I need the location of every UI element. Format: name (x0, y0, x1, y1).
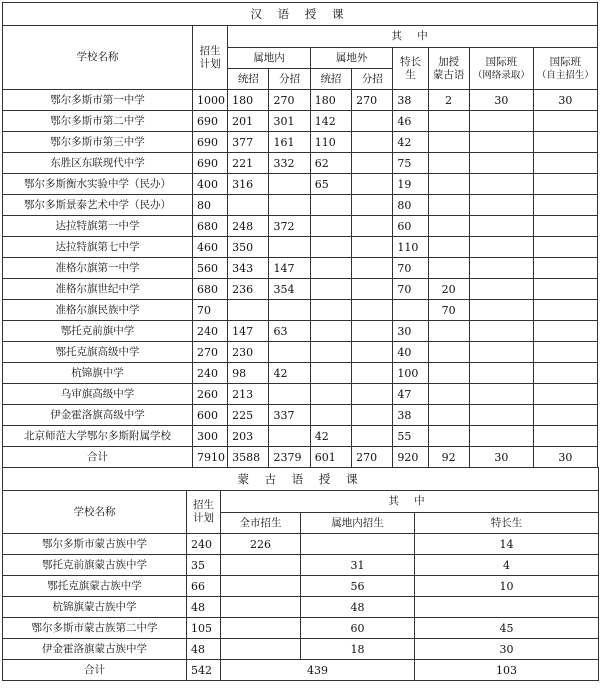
value-cell-in-t (228, 195, 269, 216)
value-cell-intl2 (533, 279, 597, 300)
value-cell-city (221, 576, 301, 597)
total-label: 合计 (3, 447, 193, 468)
total-mongol: 92 (428, 447, 469, 468)
value-cell-in-f (269, 195, 310, 216)
school-name: 伊金霍洛旗蒙古族中学 (3, 639, 187, 660)
value-cell-mongol: 70 (428, 300, 469, 321)
value-cell-in-f: 270 (269, 90, 310, 111)
mongol-header-qizhong: 其 中 (221, 491, 599, 513)
school-name: 乌审旗高级中学 (3, 384, 193, 405)
value-cell-tech: 46 (393, 111, 428, 132)
value-cell-local: 56 (301, 576, 415, 597)
value-cell-mongol (428, 153, 469, 174)
school-name: 杭锦旗中学 (3, 363, 193, 384)
value-cell-out-t (310, 405, 351, 426)
plan-cell: 1000 (193, 90, 228, 111)
plan-cell: 560 (193, 258, 228, 279)
value-cell-tech: 30 (415, 639, 599, 660)
plan-cell: 35 (187, 555, 221, 576)
value-cell-out-t (310, 195, 351, 216)
total-out-t: 601 (310, 447, 351, 468)
value-cell-out-f (352, 279, 393, 300)
value-cell-in-t: 221 (228, 153, 269, 174)
han-header-out-tongzhao: 统招 (310, 69, 351, 90)
table-row (3, 153, 598, 174)
value-cell-out-t (310, 384, 351, 405)
value-cell-tech: 40 (393, 342, 428, 363)
value-cell-in-t: 230 (228, 342, 269, 363)
school-name: 鄂尔多斯市第二中学 (3, 111, 193, 132)
value-cell-tech (415, 597, 599, 618)
value-cell-intl1 (469, 321, 533, 342)
value-cell-local: 18 (301, 639, 415, 660)
value-cell-intl2 (533, 342, 597, 363)
value-cell-mongol (428, 363, 469, 384)
total-plan: 7910 (193, 447, 228, 468)
value-cell-intl2 (533, 300, 597, 321)
han-header-school: 学校名称 (3, 26, 193, 90)
school-name: 达拉特旗第七中学 (3, 237, 193, 258)
value-cell-tech: 75 (393, 153, 428, 174)
value-cell-in-t: 201 (228, 111, 269, 132)
value-cell-tech: 14 (415, 534, 599, 555)
table-row (3, 300, 598, 321)
value-cell-intl1 (469, 384, 533, 405)
value-cell-intl2 (533, 174, 597, 195)
value-cell-local: 60 (301, 618, 415, 639)
school-name: 鄂尔多斯市蒙古族第二中学 (3, 618, 187, 639)
value-cell-in-t: 203 (228, 426, 269, 447)
value-cell-intl2 (533, 111, 597, 132)
plan-cell: 80 (193, 195, 228, 216)
total-intl1: 30 (469, 447, 533, 468)
value-cell-intl2 (533, 216, 597, 237)
value-cell-intl2 (533, 132, 597, 153)
value-cell-out-f (352, 111, 393, 132)
value-cell-intl1 (469, 195, 533, 216)
value-cell-city (221, 639, 301, 660)
value-cell-intl2 (533, 405, 597, 426)
plan-cell: 690 (193, 111, 228, 132)
table-row (3, 384, 598, 405)
value-cell-in-f: 337 (269, 405, 310, 426)
plan-cell: 48 (187, 639, 221, 660)
value-cell-intl1 (469, 363, 533, 384)
value-cell-tech: 30 (393, 321, 428, 342)
table-row (3, 279, 598, 300)
mongol-caption: 蒙 古 语 授 课 (3, 468, 599, 491)
total-plan: 542 (187, 660, 221, 681)
value-cell-in-f (269, 426, 310, 447)
plan-cell: 400 (193, 174, 228, 195)
school-name: 鄂托克前旗中学 (3, 321, 193, 342)
table-row (3, 258, 598, 279)
value-cell-tech: 60 (393, 216, 428, 237)
value-cell-in-t (228, 300, 269, 321)
table-row (3, 195, 598, 216)
mongol-header-plan: 招生 计划 (187, 491, 221, 534)
value-cell-tech: 55 (393, 426, 428, 447)
value-cell-mongol (428, 111, 469, 132)
value-cell-intl1 (469, 111, 533, 132)
value-cell-out-f (352, 363, 393, 384)
value-cell-intl1 (469, 174, 533, 195)
value-cell-intl2 (533, 384, 597, 405)
school-name: 准格尔旗民族中学 (3, 300, 193, 321)
value-cell-intl2 (533, 237, 597, 258)
value-cell-out-t: 142 (310, 111, 351, 132)
value-cell-out-t: 62 (310, 153, 351, 174)
han-header-intl-online: 国际班 （网络录取） (469, 48, 533, 90)
value-cell-out-t: 110 (310, 132, 351, 153)
value-cell-mongol (428, 342, 469, 363)
value-cell-city: 226 (221, 534, 301, 555)
han-header-qizhong: 其 中 (228, 26, 598, 48)
han-header-row-1 (3, 26, 598, 48)
plan-cell: 300 (193, 426, 228, 447)
han-caption-row (3, 3, 598, 26)
table-row (3, 174, 598, 195)
value-cell-intl2 (533, 426, 597, 447)
value-cell-in-t: 98 (228, 363, 269, 384)
value-cell-in-f: 147 (269, 258, 310, 279)
plan-cell: 460 (193, 237, 228, 258)
value-cell-in-t: 236 (228, 279, 269, 300)
value-cell-intl2: 30 (533, 90, 597, 111)
value-cell-out-f (352, 300, 393, 321)
han-header-local-in: 属地内 (228, 48, 311, 69)
school-name: 鄂尔多斯市蒙古族中学 (3, 534, 187, 555)
value-cell-intl1 (469, 132, 533, 153)
table-row (3, 405, 598, 426)
value-cell-local (301, 534, 415, 555)
han-total-row (3, 447, 598, 468)
value-cell-in-f (269, 237, 310, 258)
value-cell-out-f (352, 258, 393, 279)
value-cell-mongol (428, 132, 469, 153)
value-cell-out-t (310, 279, 351, 300)
school-name: 鄂尔多斯市第一中学 (3, 90, 193, 111)
plan-cell: 270 (193, 342, 228, 363)
value-cell-tech: 38 (393, 405, 428, 426)
value-cell-out-t (310, 258, 351, 279)
school-name: 准格尔旗世纪中学 (3, 279, 193, 300)
value-cell-out-f (352, 384, 393, 405)
value-cell-tech: 45 (415, 618, 599, 639)
value-cell-mongol (428, 237, 469, 258)
value-cell-in-t: 377 (228, 132, 269, 153)
value-cell-out-t (310, 216, 351, 237)
value-cell-intl1: 30 (469, 90, 533, 111)
value-cell-mongol (428, 426, 469, 447)
value-cell-mongol (428, 405, 469, 426)
school-name: 杭锦旗蒙古族中学 (3, 597, 187, 618)
value-cell-intl2 (533, 363, 597, 384)
table-row (3, 618, 599, 639)
value-cell-in-f (269, 300, 310, 321)
value-cell-in-f (269, 174, 310, 195)
value-cell-intl2 (533, 321, 597, 342)
value-cell-intl1 (469, 300, 533, 321)
value-cell-in-f: 372 (269, 216, 310, 237)
han-header-out-fenzhao: 分招 (352, 69, 393, 90)
value-cell-in-t: 147 (228, 321, 269, 342)
school-name: 伊金霍洛旗高级中学 (3, 405, 193, 426)
plan-cell: 240 (193, 321, 228, 342)
total-in-t: 3588 (228, 447, 269, 468)
value-cell-in-t: 248 (228, 216, 269, 237)
mongol-caption-row (3, 468, 599, 491)
value-cell-out-t (310, 342, 351, 363)
value-cell-tech: 100 (393, 363, 428, 384)
table-row (3, 90, 598, 111)
mongol-header-city: 全市招生 (221, 513, 301, 534)
value-cell-out-t (310, 300, 351, 321)
table-row (3, 216, 598, 237)
value-cell-mongol: 20 (428, 279, 469, 300)
value-cell-intl1 (469, 426, 533, 447)
table-row (3, 534, 599, 555)
value-cell-tech: 80 (393, 195, 428, 216)
value-cell-mongol (428, 384, 469, 405)
mongol-header-tech: 特长生 (415, 513, 599, 534)
value-cell-intl2 (533, 153, 597, 174)
school-name: 鄂托克旗高级中学 (3, 342, 193, 363)
table-row (3, 111, 598, 132)
plan-cell: 690 (193, 153, 228, 174)
mongol-total-row (3, 660, 599, 681)
table-row (3, 597, 599, 618)
school-name: 东胜区东联现代中学 (3, 153, 193, 174)
value-cell-out-t (310, 321, 351, 342)
value-cell-in-f: 63 (269, 321, 310, 342)
han-header-tech: 特长 生 (393, 48, 428, 90)
value-cell-out-t: 180 (310, 90, 351, 111)
table-row (3, 576, 599, 597)
han-caption: 汉 语 授 课 (3, 3, 598, 26)
value-cell-in-f: 161 (269, 132, 310, 153)
value-cell-tech: 47 (393, 384, 428, 405)
value-cell-tech: 4 (415, 555, 599, 576)
value-cell-mongol (428, 174, 469, 195)
total-in-f: 2379 (269, 447, 310, 468)
value-cell-mongol: 2 (428, 90, 469, 111)
value-cell-intl2 (533, 258, 597, 279)
value-cell-out-f (352, 195, 393, 216)
value-cell-out-f (352, 216, 393, 237)
value-cell-intl2 (533, 195, 597, 216)
value-cell-mongol (428, 321, 469, 342)
value-cell-in-f: 301 (269, 111, 310, 132)
total-tech: 103 (415, 660, 599, 681)
value-cell-tech (393, 300, 428, 321)
value-cell-in-t: 180 (228, 90, 269, 111)
table-row (3, 555, 599, 576)
han-header-in-tongzhao: 统招 (228, 69, 269, 90)
table-row (3, 132, 598, 153)
value-cell-intl1 (469, 405, 533, 426)
value-cell-mongol (428, 195, 469, 216)
value-cell-tech: 70 (393, 279, 428, 300)
table-row (3, 639, 599, 660)
value-cell-in-f: 332 (269, 153, 310, 174)
plan-cell: 680 (193, 279, 228, 300)
table-row (3, 342, 598, 363)
value-cell-out-t: 42 (310, 426, 351, 447)
han-header-plan: 招生 计划 (193, 26, 228, 90)
total-out-f: 270 (352, 447, 393, 468)
value-cell-tech: 70 (393, 258, 428, 279)
value-cell-tech: 10 (415, 576, 599, 597)
total-intl2: 30 (533, 447, 597, 468)
value-cell-local: 31 (301, 555, 415, 576)
plan-cell: 240 (187, 534, 221, 555)
value-cell-out-t (310, 237, 351, 258)
han-header-mongol: 加授 蒙古语 (428, 48, 469, 90)
school-name: 鄂尔多斯景泰艺术中学（民办） (3, 195, 193, 216)
value-cell-local: 48 (301, 597, 415, 618)
value-cell-out-f (352, 321, 393, 342)
value-cell-tech: 38 (393, 90, 428, 111)
value-cell-mongol (428, 258, 469, 279)
value-cell-intl1 (469, 279, 533, 300)
value-cell-out-f (352, 342, 393, 363)
value-cell-out-f (352, 174, 393, 195)
total-label: 合计 (3, 660, 187, 681)
value-cell-in-f (269, 384, 310, 405)
value-cell-out-f (352, 153, 393, 174)
value-cell-in-t: 343 (228, 258, 269, 279)
school-name: 鄂尔多斯衡水实验中学（民办） (3, 174, 193, 195)
school-name: 鄂托克前旗蒙古族中学 (3, 555, 187, 576)
value-cell-out-f (352, 237, 393, 258)
value-cell-out-f (352, 426, 393, 447)
plan-cell: 48 (187, 597, 221, 618)
enrollment-document (2, 2, 598, 681)
han-header-intl-self: 国际班 （自主招生） (533, 48, 597, 90)
plan-cell: 66 (187, 576, 221, 597)
value-cell-intl1 (469, 153, 533, 174)
value-cell-tech: 19 (393, 174, 428, 195)
school-name: 鄂托克旗蒙古族中学 (3, 576, 187, 597)
total-city-local: 439 (221, 660, 415, 681)
school-name: 鄂尔多斯市第三中学 (3, 132, 193, 153)
value-cell-mongol (428, 216, 469, 237)
value-cell-in-t: 316 (228, 174, 269, 195)
han-header-in-fenzhao: 分招 (269, 69, 310, 90)
mongol-header-row-1 (3, 491, 599, 513)
value-cell-in-f: 354 (269, 279, 310, 300)
plan-cell: 240 (193, 363, 228, 384)
plan-cell: 680 (193, 216, 228, 237)
school-name: 准格尔旗第一中学 (3, 258, 193, 279)
value-cell-out-t (310, 363, 351, 384)
plan-cell: 105 (187, 618, 221, 639)
value-cell-city (221, 597, 301, 618)
value-cell-intl1 (469, 258, 533, 279)
table-row (3, 426, 598, 447)
value-cell-out-t: 65 (310, 174, 351, 195)
value-cell-out-f: 270 (352, 90, 393, 111)
table-row (3, 237, 598, 258)
table-row (3, 363, 598, 384)
plan-cell: 260 (193, 384, 228, 405)
value-cell-intl1 (469, 342, 533, 363)
value-cell-in-t: 225 (228, 405, 269, 426)
value-cell-intl1 (469, 216, 533, 237)
han-table (2, 2, 598, 468)
value-cell-in-f (269, 342, 310, 363)
value-cell-in-t: 350 (228, 237, 269, 258)
value-cell-city (221, 555, 301, 576)
han-header-local-out: 属地外 (310, 48, 393, 69)
mongol-table (2, 467, 599, 681)
value-cell-in-f: 42 (269, 363, 310, 384)
value-cell-intl1 (469, 237, 533, 258)
school-name: 达拉特旗第一中学 (3, 216, 193, 237)
value-cell-out-f (352, 132, 393, 153)
mongol-header-school: 学校名称 (3, 491, 187, 534)
plan-cell: 600 (193, 405, 228, 426)
table-row (3, 321, 598, 342)
school-name: 北京师范大学鄂尔多斯附属学校 (3, 426, 193, 447)
value-cell-city (221, 618, 301, 639)
plan-cell: 690 (193, 132, 228, 153)
plan-cell: 70 (193, 300, 228, 321)
value-cell-out-f (352, 405, 393, 426)
value-cell-tech: 110 (393, 237, 428, 258)
value-cell-in-t: 213 (228, 384, 269, 405)
mongol-header-local: 属地内招生 (301, 513, 415, 534)
value-cell-tech: 42 (393, 132, 428, 153)
total-tech: 920 (393, 447, 428, 468)
